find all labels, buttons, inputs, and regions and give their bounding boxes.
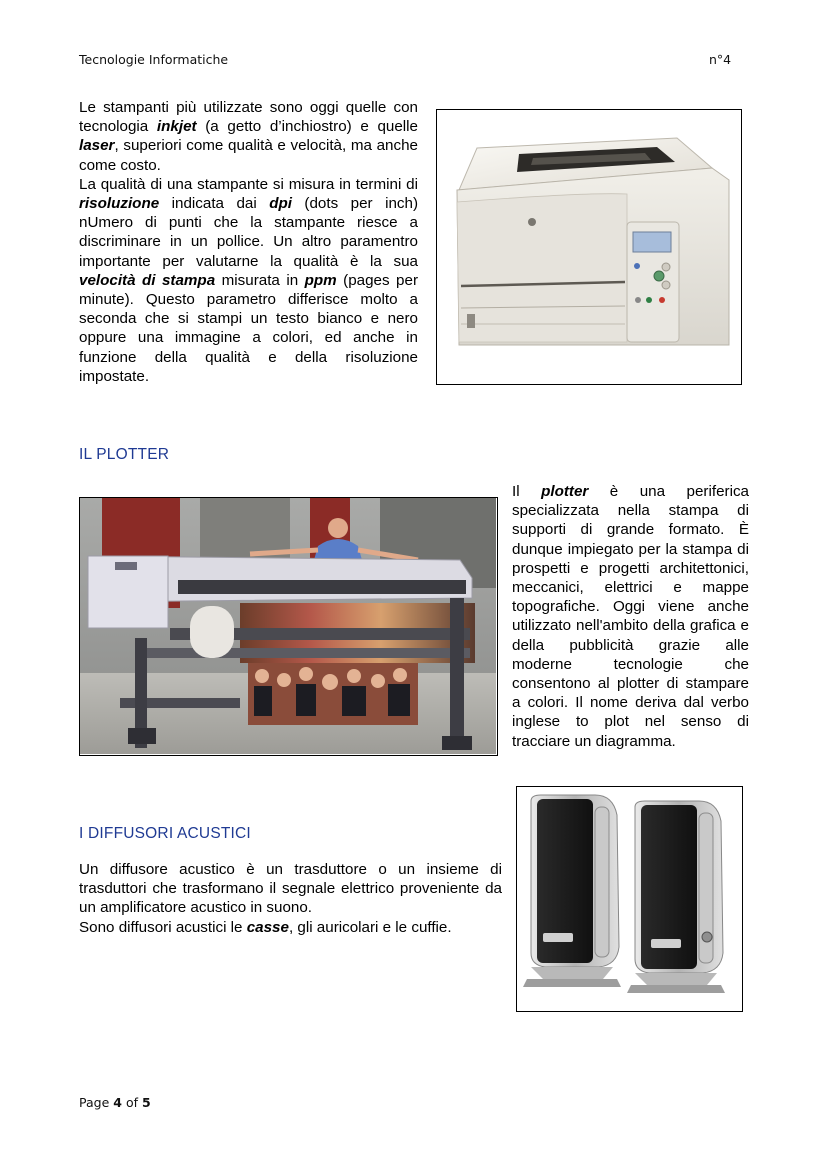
footer-page-word: Page bbox=[79, 1095, 110, 1110]
text-run: Un diffusore acustico è un trasduttore o un insieme di trasduttori che trasformano il segnale elettrico proveniente da un amplificatore acustico in suono. bbox=[79, 861, 502, 917]
plotter-paragraph-1 bbox=[512, 482, 749, 751]
page-footer bbox=[79, 1095, 151, 1110]
text-run: (pages per minute). Questo parametro differisce molto a seconda che si stampi un testo bianco e nero oppure una immagine a colori, ed anche in funzione della qualità e della risoluzione impostate. bbox=[79, 271, 419, 385]
text-run: , gli auricolari e le cuffie. bbox=[288, 918, 452, 936]
speakers-paragraph-2 bbox=[79, 918, 502, 937]
text-run: Sono diffusori acustici le bbox=[79, 918, 247, 936]
keyword-term: ppm bbox=[304, 271, 337, 289]
printer-paragraph-1 bbox=[79, 98, 418, 175]
footer-current-page: 4 bbox=[113, 1095, 122, 1110]
keyword-term: casse bbox=[246, 918, 289, 936]
text-run: , superiori come qualità e velocità, ma anche come costo. bbox=[79, 137, 418, 174]
printer-description bbox=[79, 98, 418, 386]
text-run: La qualità di una stampante si misura in termini di bbox=[79, 175, 418, 193]
header-title: Tecnologie Informatiche bbox=[79, 52, 229, 67]
laser-printer-image bbox=[436, 109, 742, 385]
text-run: Il bbox=[512, 483, 542, 500]
speakers-image bbox=[516, 786, 743, 1012]
printer-paragraph-2 bbox=[79, 175, 418, 386]
text-run: (dots per inch) nUmero di punti che la stampante riesce a discriminare in un pollice. Un altro paramentro importante per valutarne la qualità è la sua bbox=[79, 195, 418, 270]
speakers-heading: I DIFFUSORI ACUSTICI bbox=[79, 825, 251, 842]
footer-of-word: of bbox=[125, 1095, 138, 1110]
keyword-term: plotter bbox=[541, 483, 589, 500]
keyword-term: dpi bbox=[269, 195, 292, 213]
speakers-illustration bbox=[517, 787, 741, 1010]
keyword-term: risoluzione bbox=[79, 195, 160, 213]
text-run: misurata in bbox=[215, 271, 305, 289]
plotter-illustration bbox=[80, 498, 496, 754]
text-run: Le stampanti più utilizzate sono oggi quelle con tecnologia bbox=[79, 99, 418, 136]
speakers-description bbox=[79, 860, 502, 937]
printer-illustration bbox=[437, 110, 740, 383]
plotter-description bbox=[512, 482, 749, 751]
keyword-term: inkjet bbox=[156, 118, 197, 136]
plotter-image bbox=[79, 497, 498, 756]
keyword-term: velocità di stampa bbox=[79, 271, 216, 289]
text-run: (a getto d’inchiostro) e quelle bbox=[196, 118, 418, 136]
speakers-paragraph-1 bbox=[79, 860, 502, 918]
text-run: è una periferica specializzata nella stampa di supporti di grande formato. È dunque impiegato per la stampa di prospetti e progetti architettonici, meccanici, elettrici e mappe topografiche. Oggi viene anche utilizzato nell'ambito della grafica e della pubblicità grazie alle moderne tecnologie che consentono al plotter di stampare a colori. Il nome deriva dal verbo inglese to plot nel senso di tracciare un diagramma. bbox=[512, 483, 749, 750]
text-run: indicata dai bbox=[159, 195, 270, 213]
keyword-term: laser bbox=[79, 137, 115, 155]
plotter-heading: IL PLOTTER bbox=[79, 446, 170, 463]
header-page-number: n°4 bbox=[709, 52, 732, 67]
footer-total-pages: 5 bbox=[141, 1095, 151, 1110]
